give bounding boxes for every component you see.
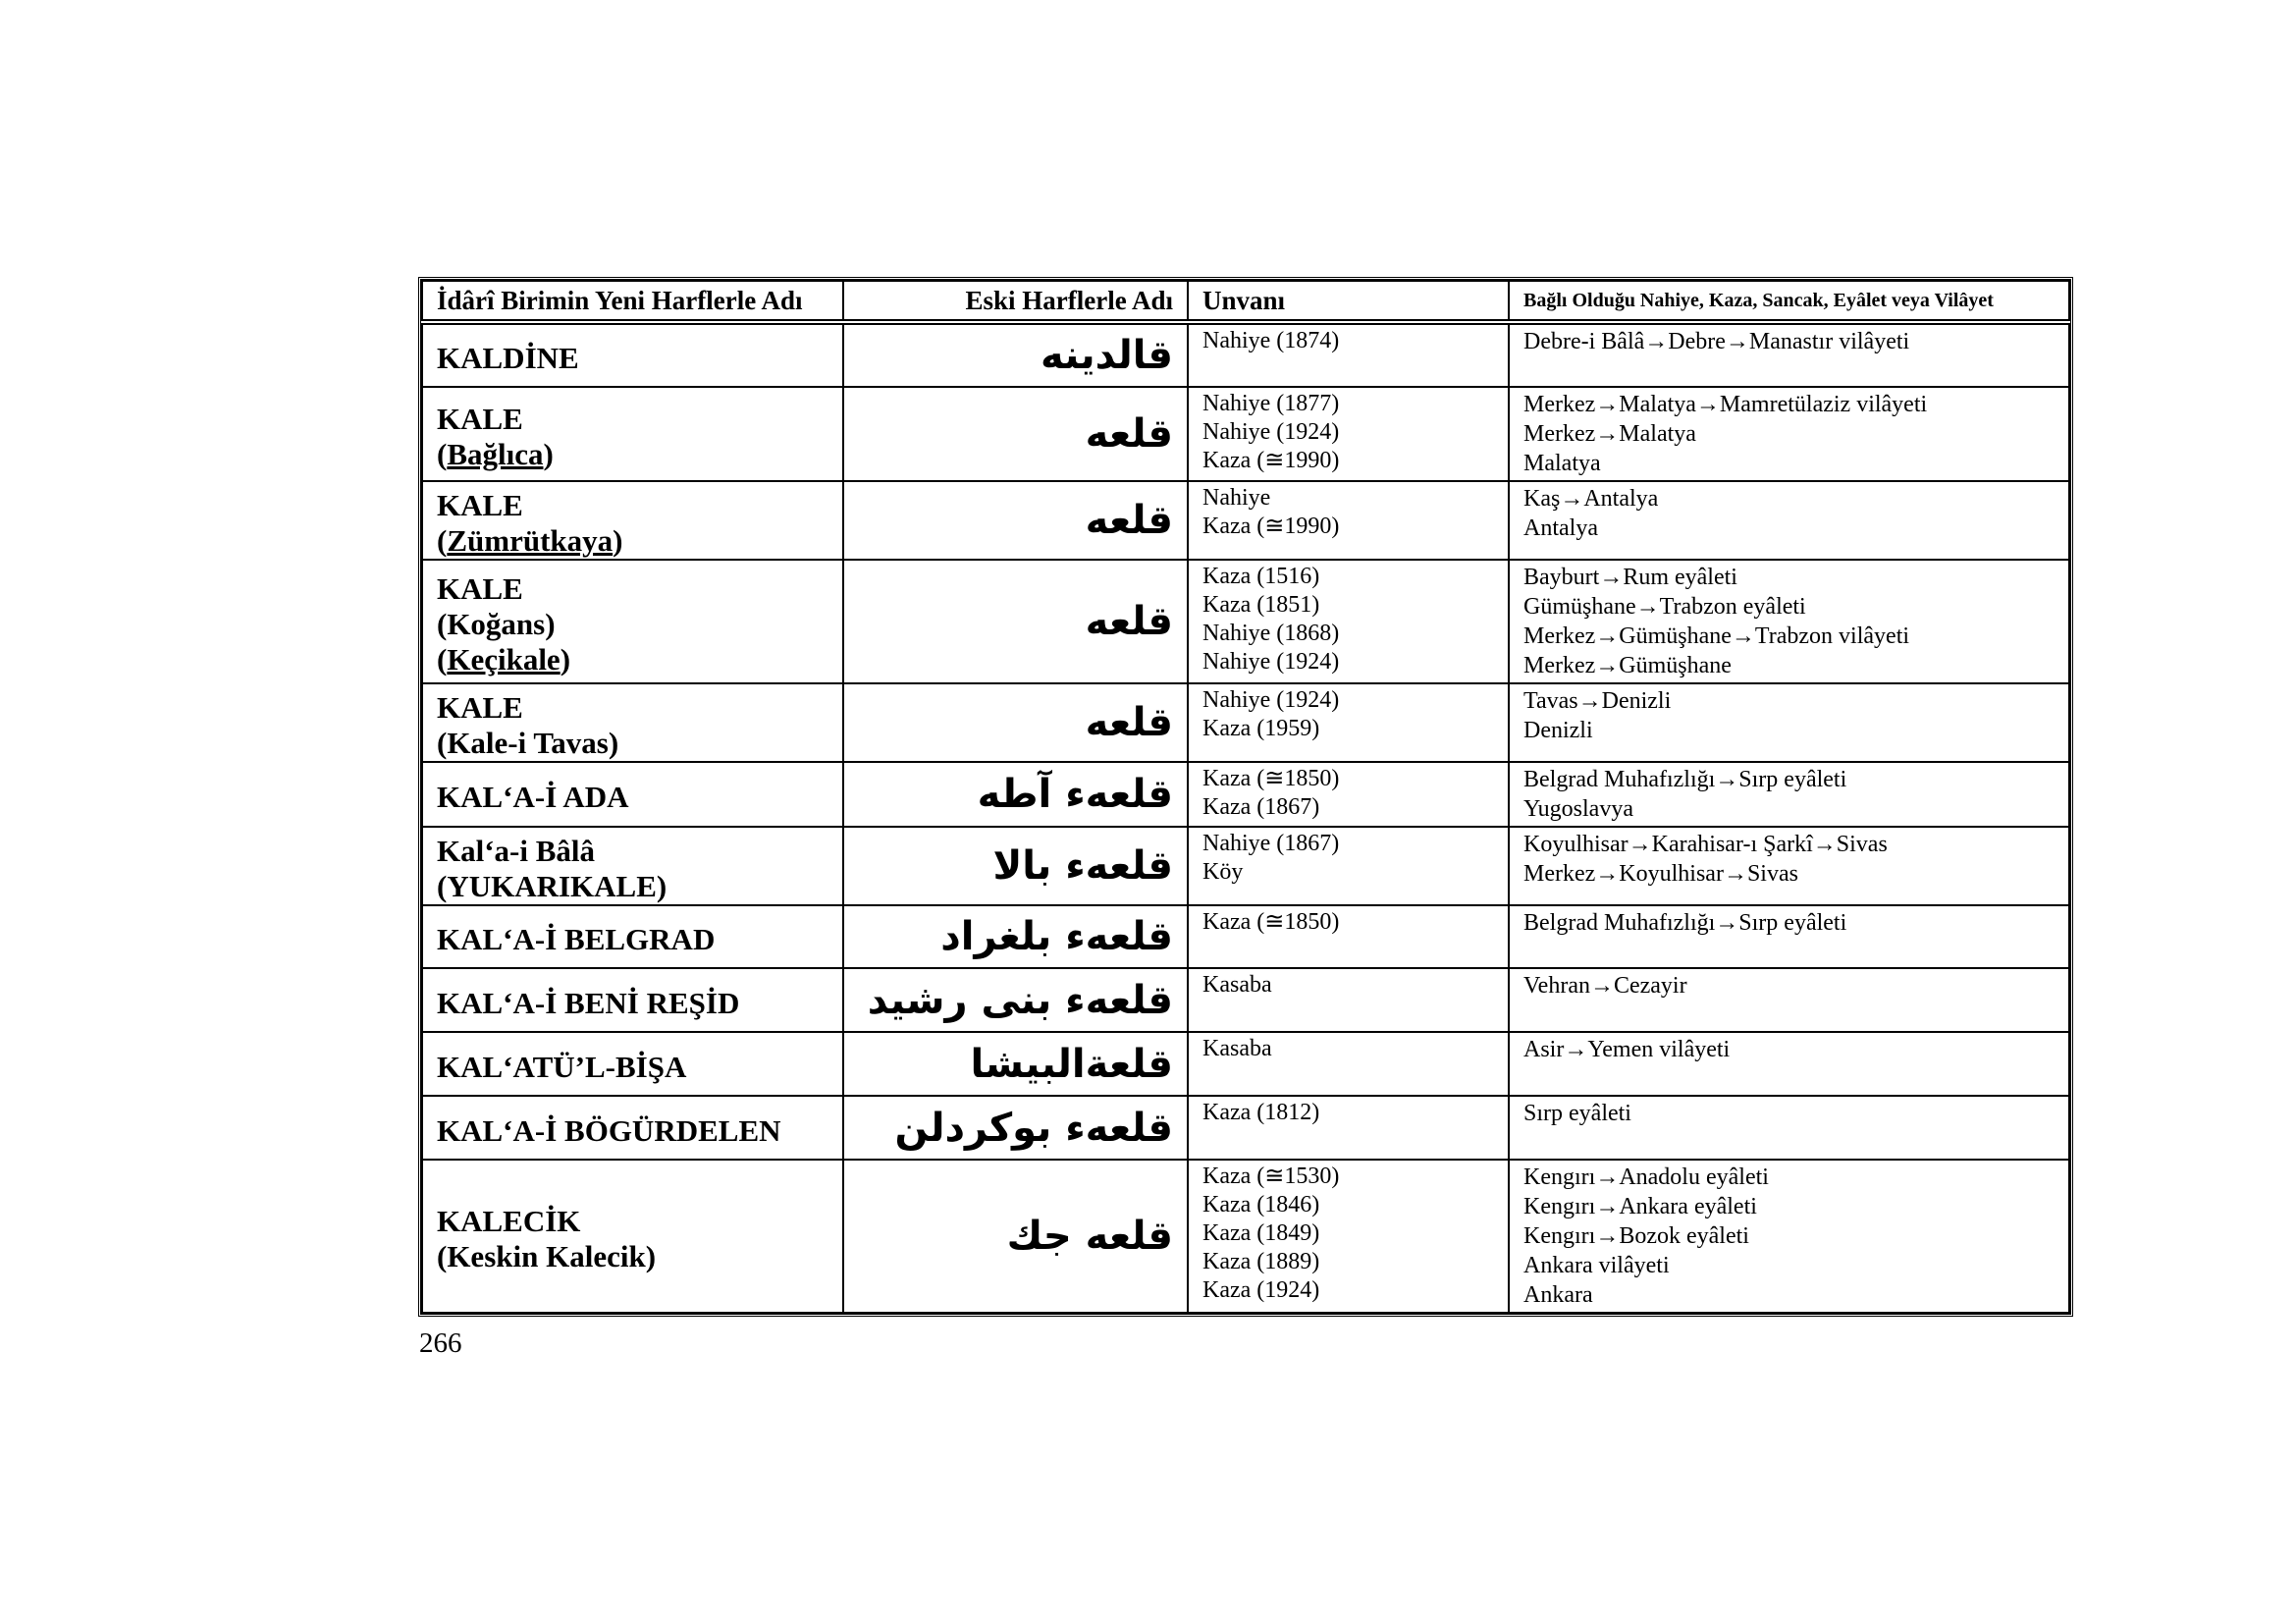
old-script-cell [843, 387, 1188, 481]
affiliation-line: Ankara vilâyeti [1523, 1253, 1670, 1278]
title-line: Kaza (≅1850) [1202, 766, 1340, 791]
affiliation-line: Koyulhisar→Karahisar-ı Şarkî→Sivas [1523, 832, 1888, 857]
name-cell [422, 1032, 843, 1096]
name-cell [422, 762, 843, 827]
title-line: Nahiye (1924) [1202, 649, 1340, 675]
gazetteer-table [418, 277, 2073, 1317]
name-line: (YUKARIKALE) [437, 869, 667, 903]
header-title: Unvanı [1188, 281, 1509, 322]
affiliation-line: Merkez→Malatya→Mamretülaziz vilâyeti [1523, 392, 1928, 417]
affiliation-cell [1509, 683, 2069, 762]
title-cell [1188, 560, 1509, 683]
name-line: KAL‘A-İ BELGRAD [437, 922, 716, 956]
table-row [422, 481, 2069, 560]
name-underlined: Keçikale [447, 642, 561, 677]
old-script-cell [843, 322, 1188, 387]
name-cell [422, 905, 843, 968]
name-underlined: Bağlıca [447, 437, 544, 471]
old-script-cell [843, 762, 1188, 827]
title-cell [1188, 762, 1509, 827]
title-line: Kasaba [1202, 972, 1272, 998]
title-line: Köy [1202, 859, 1244, 885]
title-line: Kaza (1924) [1202, 1277, 1320, 1303]
old-script-text: قلعهء آطه [977, 772, 1173, 817]
name-line: (Keçikale) [437, 642, 571, 677]
title-cell [1188, 968, 1509, 1032]
name-line: KALECİK [437, 1204, 581, 1238]
affiliation-line: Vehran→Cezayir [1523, 973, 1687, 999]
affiliation-cell [1509, 905, 2069, 968]
name-line: (Zümrütkaya) [437, 523, 623, 558]
affiliation-line: Merkez→Koyulhisar→Sivas [1523, 861, 1798, 887]
name-line: KALE [437, 402, 523, 436]
old-script-text: قلعهء بوكردلن [894, 1105, 1173, 1151]
affiliation-line: Kengırı→Ankara eyâleti [1523, 1194, 1757, 1219]
name-cell [422, 481, 843, 560]
old-script-text: قلعه [1085, 599, 1173, 644]
name-line: KALE [437, 690, 523, 725]
title-line: Kaza (1846) [1202, 1192, 1320, 1218]
name-cell [422, 968, 843, 1032]
affiliation-cell [1509, 968, 2069, 1032]
old-script-cell [843, 1096, 1188, 1160]
table-row [422, 827, 2069, 905]
affiliation-line: Belgrad Muhafızlığı→Sırp eyâleti [1523, 910, 1847, 936]
name-cell [422, 1096, 843, 1160]
old-script-text: قلعةالبيشا [970, 1041, 1173, 1087]
title-cell [1188, 1032, 1509, 1096]
old-script-cell [843, 905, 1188, 968]
old-script-cell [843, 827, 1188, 905]
affiliation-cell [1509, 1160, 2069, 1313]
table-row [422, 905, 2069, 968]
title-line: Kasaba [1202, 1036, 1272, 1061]
affiliation-cell [1509, 322, 2069, 387]
name-cell [422, 1160, 843, 1313]
table-row [422, 1096, 2069, 1160]
name-line: KALDİNE [437, 341, 579, 375]
old-script-text: قالدينه [1041, 333, 1173, 378]
name-cell [422, 560, 843, 683]
table-row [422, 322, 2069, 387]
table-header-row [422, 281, 2069, 322]
affiliation-line: Antalya [1523, 515, 1598, 541]
table-row [422, 762, 2069, 827]
affiliation-line: Kengırı→Anadolu eyâleti [1523, 1164, 1769, 1190]
affiliation-cell [1509, 560, 2069, 683]
title-line: Kaza (≅1530) [1202, 1164, 1340, 1189]
table-row [422, 560, 2069, 683]
title-line: Nahiye [1202, 485, 1271, 511]
name-line: Kal‘a-i Bâlâ [437, 834, 596, 868]
title-line: Kaza (≅1990) [1202, 448, 1340, 473]
name-cell [422, 322, 843, 387]
header-affiliation: Bağlı Olduğu Nahiye, Kaza, Sancak, Eyâlet veya Vilâyet [1509, 281, 2069, 322]
affiliation-line: Sırp eyâleti [1523, 1101, 1631, 1126]
affiliation-cell [1509, 387, 2069, 481]
title-cell [1188, 322, 1509, 387]
title-line: Nahiye (1924) [1202, 687, 1340, 713]
title-cell [1188, 683, 1509, 762]
name-line: KAL‘A-İ BÖGÜRDELEN [437, 1112, 781, 1148]
name-line: (Kale-i Tavas) [437, 726, 619, 760]
old-script-text: قلعه [1085, 411, 1173, 457]
affiliation-line: Denizli [1523, 718, 1593, 743]
affiliation-line: Bayburt→Rum eyâleti [1523, 565, 1737, 590]
old-script-text: قلعهء بلغراد [940, 914, 1173, 959]
name-line: KAL‘ATÜ’L-BİŞA [437, 1049, 687, 1084]
title-cell [1188, 827, 1509, 905]
affiliation-line: Merkez→Gümüşhane [1523, 653, 1732, 678]
affiliation-cell [1509, 762, 2069, 827]
name-line: KALE [437, 571, 523, 606]
title-line: Kaza (1849) [1202, 1220, 1320, 1246]
title-line: Nahiye (1924) [1202, 419, 1340, 445]
title-line: Kaza (1516) [1202, 564, 1320, 589]
old-script-cell [843, 560, 1188, 683]
old-script-text: قلعهء بالا [992, 843, 1173, 889]
title-line: Nahiye (1877) [1202, 391, 1340, 416]
affiliation-line: Gümüşhane→Trabzon eyâleti [1523, 594, 1806, 620]
table-row [422, 387, 2069, 481]
title-line: Nahiye (1868) [1202, 621, 1340, 646]
table-row [422, 968, 2069, 1032]
old-script-cell [843, 1032, 1188, 1096]
old-script-text: قلعه [1085, 700, 1173, 745]
table-row [422, 683, 2069, 762]
name-cell [422, 387, 843, 481]
title-cell [1188, 387, 1509, 481]
table-row [422, 1160, 2069, 1313]
page-number: 266 [419, 1327, 462, 1359]
affiliation-line: Kengırı→Bozok eyâleti [1523, 1223, 1749, 1249]
name-line: KALE [437, 488, 523, 522]
title-line: Kaza (≅1990) [1202, 514, 1340, 539]
old-script-cell [843, 683, 1188, 762]
affiliation-line: Tavas→Denizli [1523, 688, 1672, 714]
affiliation-line: Kaş→Antalya [1523, 486, 1659, 512]
name-line: KAL‘A-İ ADA [437, 780, 629, 814]
affiliation-line: Merkez→Gümüşhane→Trabzon vilâyeti [1523, 623, 1910, 649]
affiliation-line: Malatya [1523, 451, 1601, 476]
table-row [422, 1032, 2069, 1096]
name-line: (Keskin Kalecik) [437, 1239, 657, 1273]
title-line: Kaza (1867) [1202, 794, 1320, 820]
title-cell [1188, 1096, 1509, 1160]
title-line: Kaza (1812) [1202, 1100, 1320, 1125]
old-script-text: قلعه جك [1006, 1214, 1173, 1259]
old-script-cell [843, 1160, 1188, 1313]
name-underlined: Zümrütkaya [447, 523, 614, 558]
title-line: Kaza (≅1850) [1202, 909, 1340, 935]
old-script-cell [843, 481, 1188, 560]
title-line: Kaza (1851) [1202, 592, 1320, 618]
affiliation-line: Belgrad Muhafızlığı→Sırp eyâleti [1523, 767, 1847, 792]
title-line: Nahiye (1867) [1202, 831, 1340, 856]
title-cell [1188, 905, 1509, 968]
title-cell [1188, 481, 1509, 560]
header-old-script: Eski Harflerle Adı [843, 281, 1188, 322]
title-line: Nahiye (1874) [1202, 328, 1340, 353]
name-line: (Koğans) [437, 607, 556, 641]
old-script-cell [843, 968, 1188, 1032]
old-script-text: قلعهء بنى رشيد [867, 977, 1173, 1023]
name-cell [422, 683, 843, 762]
name-cell [422, 827, 843, 905]
name-line: KAL‘A-İ BENİ REŞİD [437, 985, 740, 1020]
affiliation-cell [1509, 1096, 2069, 1160]
title-line: Kaza (1959) [1202, 716, 1320, 741]
affiliation-cell [1509, 1032, 2069, 1096]
affiliation-cell [1509, 827, 2069, 905]
header-name: İdârî Birimin Yeni Harflerle Adı [422, 281, 843, 322]
title-line: Kaza (1889) [1202, 1249, 1320, 1274]
affiliation-line: Debre-i Bâlâ→Debre→Manastır vilâyeti [1523, 329, 1910, 354]
affiliation-line: Ankara [1523, 1282, 1593, 1308]
old-script-text: قلعه [1085, 498, 1173, 543]
affiliation-line: Asir→Yemen vilâyeti [1523, 1037, 1731, 1062]
affiliation-line: Merkez→Malatya [1523, 421, 1696, 447]
name-line: (Bağlıca) [437, 437, 554, 471]
affiliation-line: Yugoslavya [1523, 796, 1633, 822]
affiliation-cell [1509, 481, 2069, 560]
title-cell [1188, 1160, 1509, 1313]
